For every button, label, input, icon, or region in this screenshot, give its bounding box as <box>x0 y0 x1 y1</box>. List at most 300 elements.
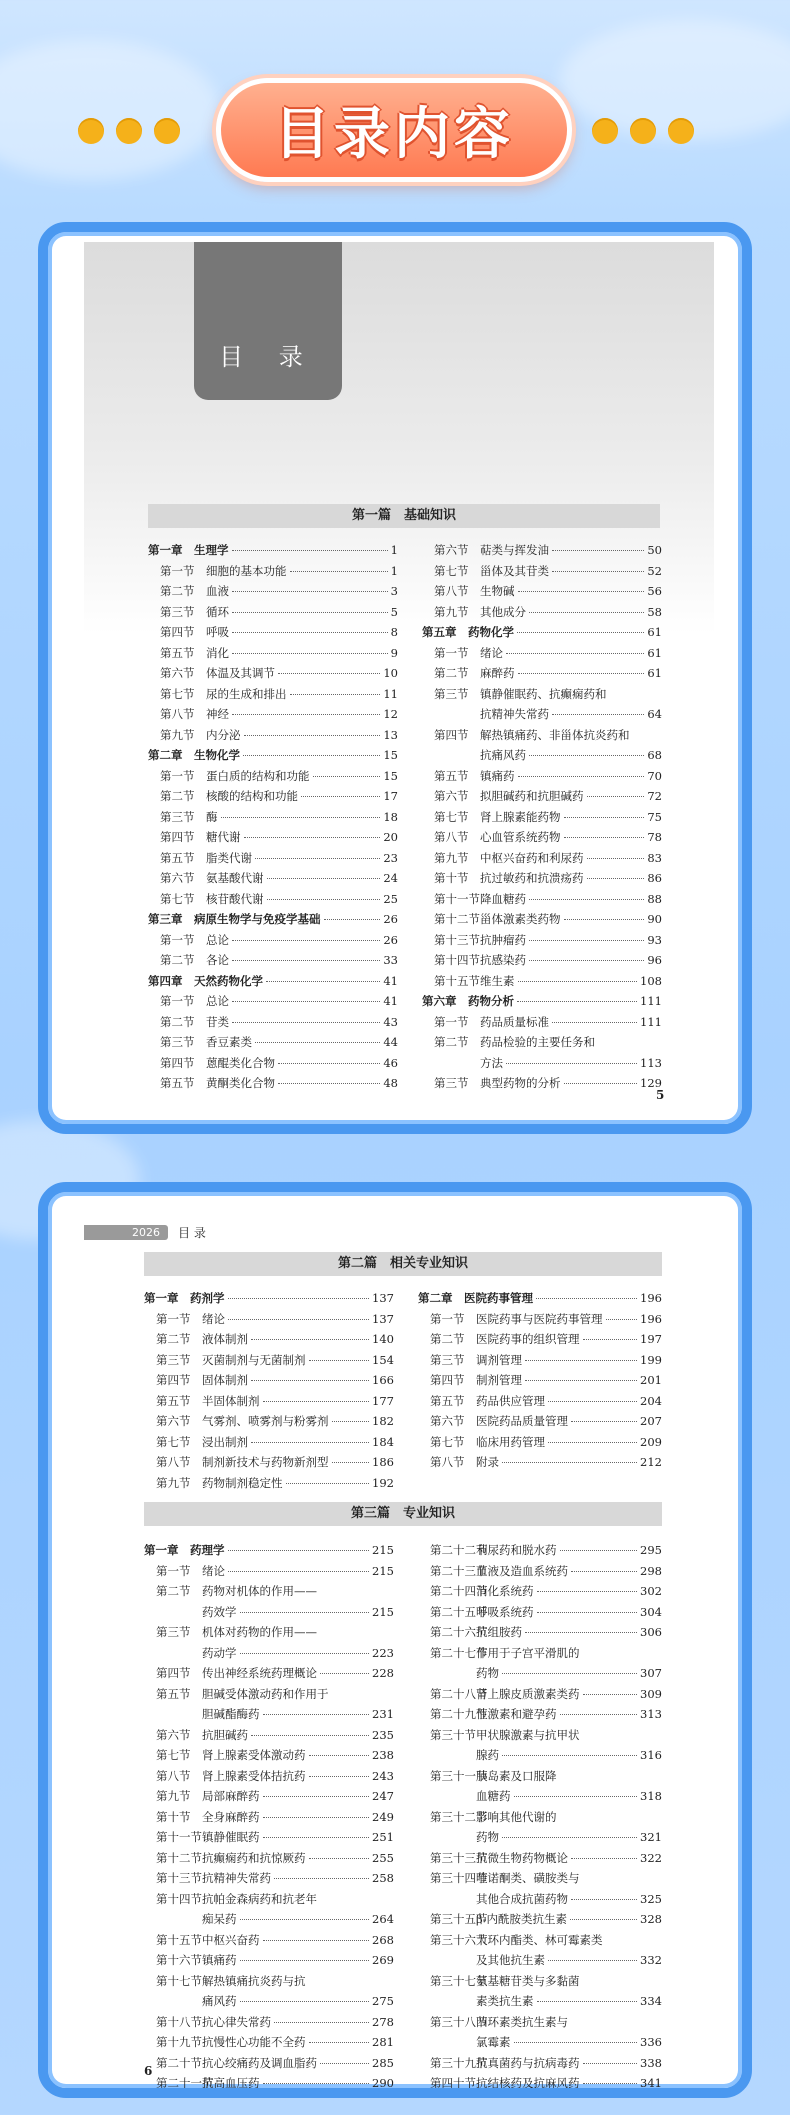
entry-page: 129 <box>640 1076 662 1090</box>
entry-page: 306 <box>640 1625 662 1639</box>
entry-number: 第一节 <box>156 1563 191 1578</box>
dot-leader <box>267 899 381 900</box>
toc-section-entry <box>422 768 662 789</box>
dot-leader <box>320 1673 369 1674</box>
entry-title: 抗胆碱药 <box>202 1727 248 1742</box>
entry-page: 231 <box>372 1707 394 1721</box>
entry-title: 抗癫痫药和抗惊厥药 <box>202 1850 306 1865</box>
toc-section-entry <box>148 932 398 953</box>
entry-number: 第四节 <box>160 625 195 639</box>
entry-title: 胰岛素及口服降 <box>476 1768 557 1783</box>
toc-section-entry <box>144 1829 394 1850</box>
entry-title: 肾上腺素能药物 <box>480 809 561 824</box>
toc-section-entry <box>144 1665 394 1686</box>
entry-title: 大环内酯类、林可霉素类 <box>476 1932 603 1947</box>
dot-leader <box>251 1735 369 1736</box>
entry-number: 第四章 <box>148 973 183 988</box>
toc-section-entry <box>144 1563 394 1584</box>
toc-chapter-entry <box>422 993 662 1014</box>
entry-title: 传出神经系统药理概论 <box>202 1666 317 1680</box>
toc-section-entry <box>418 1372 662 1393</box>
entry-title: 酶 <box>206 809 218 824</box>
entry-number: 第五节 <box>160 850 195 865</box>
toc-section-entry <box>144 1911 394 1932</box>
entry-title: 血液 <box>206 584 229 598</box>
toc-section-entry <box>418 1727 662 1748</box>
dot-leader <box>228 1571 369 1572</box>
dot-leader <box>587 858 645 859</box>
toc-section-entry <box>418 1583 662 1604</box>
toc-section-entry <box>422 665 662 686</box>
entry-number: 第一节 <box>160 994 195 1008</box>
entry-number: 第六节 <box>160 871 195 885</box>
entry-number: 第三十四节 <box>430 1871 488 1885</box>
entry-title: 肾上腺皮质激素类药 <box>476 1686 580 1701</box>
dot-leader <box>517 1001 637 1002</box>
entry-number: 第六节 <box>156 1727 191 1742</box>
dot-leader <box>290 571 388 572</box>
entry-title: 生物化学 <box>194 748 240 762</box>
toc-column-right <box>418 1290 662 1475</box>
toc-section-entry <box>418 2055 662 2076</box>
entry-number: 第六节 <box>434 543 469 557</box>
toc-section-entry <box>418 1645 662 1666</box>
entry-page: 313 <box>640 1707 662 1721</box>
entry-page: 52 <box>647 563 662 578</box>
dot-leader <box>309 1776 370 1777</box>
entry-title: 方法 <box>480 1055 503 1070</box>
dot-leader <box>290 694 381 695</box>
entry-title: 药品供应管理 <box>476 1393 545 1408</box>
toc-section-entry <box>418 1665 662 1686</box>
dot-leader <box>560 1550 638 1551</box>
entry-number: 第三十八节 <box>430 2014 488 2029</box>
entry-title: 心血管系统药物 <box>480 830 561 844</box>
dot-leader <box>537 1591 638 1592</box>
running-head-label: 目 录 <box>178 1226 206 1240</box>
entry-page: 215 <box>372 1563 394 1578</box>
dot-leader <box>278 673 380 674</box>
toc-section-entry <box>422 604 662 625</box>
entry-title: 绪论 <box>202 1563 225 1578</box>
entry-number: 第一节 <box>160 563 195 578</box>
entry-page: 285 <box>372 2055 394 2070</box>
entry-page: 192 <box>372 1475 394 1490</box>
dot-leader <box>514 2042 638 2043</box>
dot-leader <box>552 550 644 551</box>
part-heading: 第一篇 基础知识 <box>148 504 660 528</box>
entry-number: 第一节 <box>160 932 195 947</box>
entry-page: 26 <box>383 912 398 926</box>
entry-page: 298 <box>640 1563 662 1578</box>
toc-section-entry <box>148 850 398 871</box>
dot-leader <box>502 1462 637 1463</box>
entry-title: 抗痛风药 <box>480 748 526 762</box>
entry-title: 腺药 <box>476 1748 499 1762</box>
entry-number: 第二十二节 <box>430 1543 488 1557</box>
dot-leader <box>240 1960 370 1961</box>
dot-leader <box>518 673 645 674</box>
toc-chapter-entry <box>144 1290 394 1311</box>
dot-leader <box>514 1796 638 1797</box>
entry-page: 316 <box>640 1748 662 1762</box>
entry-title: 抗高血压药 <box>202 2076 260 2090</box>
entry-page: 46 <box>383 1055 398 1070</box>
entry-page: 302 <box>640 1584 662 1598</box>
entry-page: 5 <box>390 604 398 619</box>
entry-page: 322 <box>640 1850 662 1865</box>
page-title: 目录内容 <box>274 102 514 167</box>
entry-page: 13 <box>383 727 398 742</box>
entry-number: 第一节 <box>434 1014 469 1029</box>
entry-page: 12 <box>383 707 398 721</box>
dot-leader <box>286 1483 370 1484</box>
entry-number: 第七节 <box>160 686 195 701</box>
dot-leader <box>232 632 388 633</box>
entry-page: 140 <box>372 1332 394 1346</box>
entry-page: 68 <box>647 748 662 762</box>
dot-leader <box>240 1919 370 1920</box>
entry-page: 334 <box>640 1994 662 2008</box>
entry-title: 核酸的结构和功能 <box>206 789 298 803</box>
entry-number: 第十二节 <box>156 1850 202 1865</box>
toc-chapter-entry <box>418 1290 662 1311</box>
toc-section-entry <box>144 1413 394 1434</box>
dot-leader <box>274 1878 369 1879</box>
entry-page: 43 <box>383 1014 398 1029</box>
toc-section-entry <box>148 645 398 666</box>
entry-page: 56 <box>647 584 662 598</box>
entry-page: 3 <box>390 584 398 598</box>
dot-leader <box>332 1421 370 1422</box>
toc-section-entry <box>144 2034 394 2055</box>
dot-leader <box>309 1755 370 1756</box>
dot-leader <box>263 2083 370 2084</box>
dot-leader <box>506 1063 637 1064</box>
entry-number: 第三十五节 <box>430 1912 488 1926</box>
dot-leader <box>564 919 645 920</box>
toc-section-entry <box>422 542 662 563</box>
entry-number: 第四十节 <box>430 2076 476 2090</box>
dot-leader <box>502 1837 637 1838</box>
entry-title: 制剂新技术与药物新剂型 <box>202 1455 329 1469</box>
dot <box>668 118 694 144</box>
entry-title: 中枢兴奋药 <box>202 1932 260 1947</box>
entry-title: 影响其他代谢的 <box>476 1809 557 1824</box>
part-heading: 第二篇 相关专业知识 <box>144 1252 662 1276</box>
toc-section-entry <box>144 2014 394 2035</box>
entry-page: 196 <box>640 1291 662 1305</box>
toc-section-entry <box>148 563 398 584</box>
entry-page: 75 <box>647 809 662 824</box>
toc-section-entry <box>422 952 662 973</box>
dot-leader <box>537 1612 638 1613</box>
entry-title: 性激素和避孕药 <box>476 1707 557 1721</box>
dot-leader <box>606 1319 638 1320</box>
entry-number: 第九节 <box>434 850 469 865</box>
entry-page: 50 <box>647 543 662 557</box>
toc-section-entry <box>148 706 398 727</box>
entry-title: 镇痛药 <box>202 1953 237 1967</box>
entry-title: 抗精神失常药 <box>202 1871 271 1885</box>
entry-page: 264 <box>372 1912 394 1926</box>
entry-title: 生物碱 <box>480 584 515 598</box>
entry-number: 第六节 <box>156 1414 191 1428</box>
entry-title: 药剂学 <box>190 1291 225 1305</box>
entry-title: 解热镇痛抗炎药与抗 <box>202 1973 306 1988</box>
dot-leader <box>309 1360 370 1361</box>
toc-section-entry <box>422 1034 662 1055</box>
entry-title: 神经 <box>206 707 229 721</box>
toc-section-entry <box>144 1870 394 1891</box>
toc-section-entry <box>144 1706 394 1727</box>
toc-tab <box>194 242 342 400</box>
dot-leader <box>320 2063 369 2064</box>
toc-section-entry <box>144 1454 394 1475</box>
entry-number: 第一节 <box>160 768 195 783</box>
entry-title: 尿的生成和排出 <box>206 686 287 701</box>
toc-section-entry <box>422 686 662 707</box>
dot-leader <box>583 1339 638 1340</box>
toc-section-entry <box>418 1352 662 1373</box>
dot-leader <box>517 632 644 633</box>
entry-number: 第二节 <box>160 1014 195 1029</box>
toc-section-entry <box>418 1870 662 1891</box>
dot-leader <box>221 817 381 818</box>
dot-leader <box>232 714 380 715</box>
dot-leader <box>571 1421 637 1422</box>
toc-section-entry <box>418 1973 662 1994</box>
entry-title: 抗心绞痛药及调血脂药 <box>202 2055 317 2070</box>
entry-number: 第五节 <box>160 645 195 660</box>
toc-section-entry <box>422 850 662 871</box>
toc-section-entry <box>418 1413 662 1434</box>
entry-title: 固体制剂 <box>202 1373 248 1387</box>
part-heading: 第三篇 专业知识 <box>144 1502 662 1526</box>
entry-number: 第九节 <box>156 1475 191 1490</box>
entry-page: 61 <box>647 645 662 660</box>
entry-page: 304 <box>640 1604 662 1619</box>
entry-page: 309 <box>640 1686 662 1701</box>
entry-title: 抗真菌药与抗病毒药 <box>476 2055 580 2070</box>
entry-page: 17 <box>383 789 398 803</box>
dot-leader <box>240 1653 370 1654</box>
entry-page: 11 <box>383 686 398 701</box>
dot-leader <box>266 981 380 982</box>
entry-page: 15 <box>383 748 398 762</box>
dot-leader <box>228 1298 370 1299</box>
entry-page: 338 <box>640 2055 662 2070</box>
entry-title: 胆碱酯酶药 <box>202 1707 260 1721</box>
entry-page: 196 <box>640 1311 662 1326</box>
entry-title: 内分泌 <box>206 727 241 742</box>
dot-leader <box>518 981 638 982</box>
toc-section-entry <box>422 870 662 891</box>
dot-leader <box>232 653 388 654</box>
entry-page: 268 <box>372 1932 394 1947</box>
entry-title: 体温及其调节 <box>206 666 275 680</box>
dot-leader <box>244 837 381 838</box>
dot <box>630 118 656 144</box>
entry-title: 萜类与挥发油 <box>480 543 549 557</box>
entry-title: 药品检验的主要任务和 <box>480 1035 595 1049</box>
entry-number: 第五节 <box>156 1686 191 1701</box>
toc-section-entry <box>422 727 662 748</box>
entry-title: 药物对机体的作用—— <box>202 1584 317 1598</box>
dot-leader <box>263 1817 370 1818</box>
toc-section-entry <box>148 809 398 830</box>
dot-leader <box>529 612 644 613</box>
dot-leader <box>244 735 381 736</box>
entry-number: 第二十五节 <box>430 1604 488 1619</box>
dot-leader <box>529 960 644 961</box>
toc-section-entry <box>144 1932 394 1953</box>
toc-column-right <box>422 542 662 1096</box>
toc-section-entry <box>418 1747 662 1768</box>
entry-title: 液体制剂 <box>202 1332 248 1346</box>
entry-page: 48 <box>383 1076 398 1090</box>
toc-section-entry <box>422 1014 662 1035</box>
entry-number: 第五节 <box>434 768 469 783</box>
dot-leader <box>583 2083 638 2084</box>
entry-title: 消化 <box>206 645 229 660</box>
entry-page: 111 <box>640 994 662 1008</box>
toc-section-entry <box>418 1829 662 1850</box>
toc-section-entry <box>422 809 662 830</box>
toc-section-entry <box>418 1604 662 1625</box>
entry-page: 321 <box>640 1830 662 1844</box>
entry-number: 第十六节 <box>156 1953 202 1967</box>
dot-leader <box>564 817 645 818</box>
entry-number: 第一节 <box>434 645 469 660</box>
entry-title: 病原生物学与免疫学基础 <box>194 912 321 926</box>
dot-leader <box>525 1380 637 1381</box>
entry-title: 医院药事与医院药事管理 <box>476 1311 603 1326</box>
entry-page: 278 <box>372 2014 394 2029</box>
entry-number: 第六节 <box>430 1414 465 1428</box>
entry-number: 第十四节 <box>434 953 480 967</box>
dot <box>116 118 142 144</box>
toc-page-1-card <box>38 222 752 1134</box>
entry-page: 137 <box>372 1291 394 1305</box>
entry-page: 275 <box>372 1994 394 2008</box>
entry-number: 第二十一节 <box>156 2076 214 2090</box>
toc-section-entry <box>418 1686 662 1707</box>
dot-leader <box>518 776 645 777</box>
entry-number: 第二节 <box>156 1584 191 1598</box>
dot-leader <box>529 755 644 756</box>
dot-leader <box>232 612 388 613</box>
entry-page: 154 <box>372 1352 394 1367</box>
entry-title: 医院药事的组织管理 <box>476 1332 580 1346</box>
entry-title: 甾体及其苷类 <box>480 563 549 578</box>
toc-section-entry <box>422 829 662 850</box>
entry-page: 166 <box>372 1373 394 1387</box>
toc-section-entry <box>418 1809 662 1830</box>
toc-section-entry <box>148 624 398 645</box>
entry-title: 抗精神失常药 <box>480 707 549 721</box>
entry-page: 325 <box>640 1891 662 1906</box>
entry-page: 96 <box>647 953 662 967</box>
toc-column-left <box>144 1542 394 2096</box>
entry-number: 第十节 <box>434 871 469 885</box>
entry-title: 药物化学 <box>468 625 514 639</box>
entry-page: 86 <box>647 871 662 885</box>
entry-number: 第十一节 <box>434 891 480 906</box>
entry-number: 第六章 <box>422 994 457 1008</box>
entry-title: 抗心律失常药 <box>202 2014 271 2029</box>
toc-section-entry <box>144 1352 394 1373</box>
dot-leader <box>587 878 645 879</box>
entry-title: 医院药事管理 <box>464 1291 533 1305</box>
entry-number: 第四节 <box>156 1373 191 1387</box>
entry-number: 第七节 <box>156 1434 191 1449</box>
dot-leader <box>232 1001 380 1002</box>
entry-number: 第一章 <box>148 543 183 557</box>
dot-leader <box>232 591 388 592</box>
entry-title: 抗肿瘤药 <box>480 932 526 947</box>
dot-leader <box>529 940 644 941</box>
entry-title: 机体对药物的作用—— <box>202 1625 317 1639</box>
toc-section-entry <box>144 1604 394 1625</box>
dot-leader <box>324 919 381 920</box>
entry-page: 336 <box>640 2035 662 2049</box>
toc-section-entry <box>418 1850 662 1871</box>
dot-leader <box>583 2063 638 2064</box>
entry-number: 第七节 <box>156 1748 191 1762</box>
dot-leader <box>240 2001 370 2002</box>
toc-section-entry <box>144 1331 394 1352</box>
entry-title: 拟胆碱药和抗胆碱药 <box>480 789 584 803</box>
dot-leader <box>278 1063 380 1064</box>
entry-title: 镇痛药 <box>480 768 515 783</box>
entry-number: 第八节 <box>160 707 195 721</box>
toc-section-entry <box>418 1911 662 1932</box>
entry-title: 肾上腺素受体激动药 <box>202 1748 306 1762</box>
entry-title: 天然药物化学 <box>194 973 263 988</box>
entry-page: 70 <box>647 768 662 783</box>
dot-leader <box>228 1319 369 1320</box>
entry-number: 第三十七节 <box>430 1973 488 1988</box>
toc-section-entry <box>144 1372 394 1393</box>
entry-number: 第七节 <box>160 891 195 906</box>
running-head <box>84 1224 206 1241</box>
entry-title: 及其他抗生素 <box>476 1953 545 1967</box>
toc-section-entry <box>418 1932 662 1953</box>
entry-number: 第六节 <box>160 666 195 680</box>
entry-number: 第十五节 <box>156 1932 202 1947</box>
toc-section-entry <box>144 1645 394 1666</box>
dot-leader <box>536 1298 637 1299</box>
entry-title: 中枢兴奋药和利尿药 <box>480 850 584 865</box>
entry-number: 第三节 <box>430 1352 465 1367</box>
entry-title: 四环素类抗生素与 <box>476 2014 568 2029</box>
entry-page: 199 <box>640 1352 662 1367</box>
entry-page: 41 <box>383 973 398 988</box>
entry-number: 第十节 <box>156 1809 191 1824</box>
entry-page: 72 <box>647 789 662 803</box>
toc-section-entry <box>148 604 398 625</box>
entry-number: 第十九节 <box>156 2035 202 2049</box>
toc-section-entry <box>144 1993 394 2014</box>
dot-leader <box>228 1550 370 1551</box>
entry-number: 第二章 <box>418 1291 453 1305</box>
dot-leader <box>251 1380 369 1381</box>
entry-title: 镇静催眠药、抗癫痫药和 <box>480 686 607 701</box>
entry-number: 第十三节 <box>434 932 480 947</box>
entry-number: 第八节 <box>434 584 469 598</box>
entry-page: 61 <box>647 666 662 680</box>
